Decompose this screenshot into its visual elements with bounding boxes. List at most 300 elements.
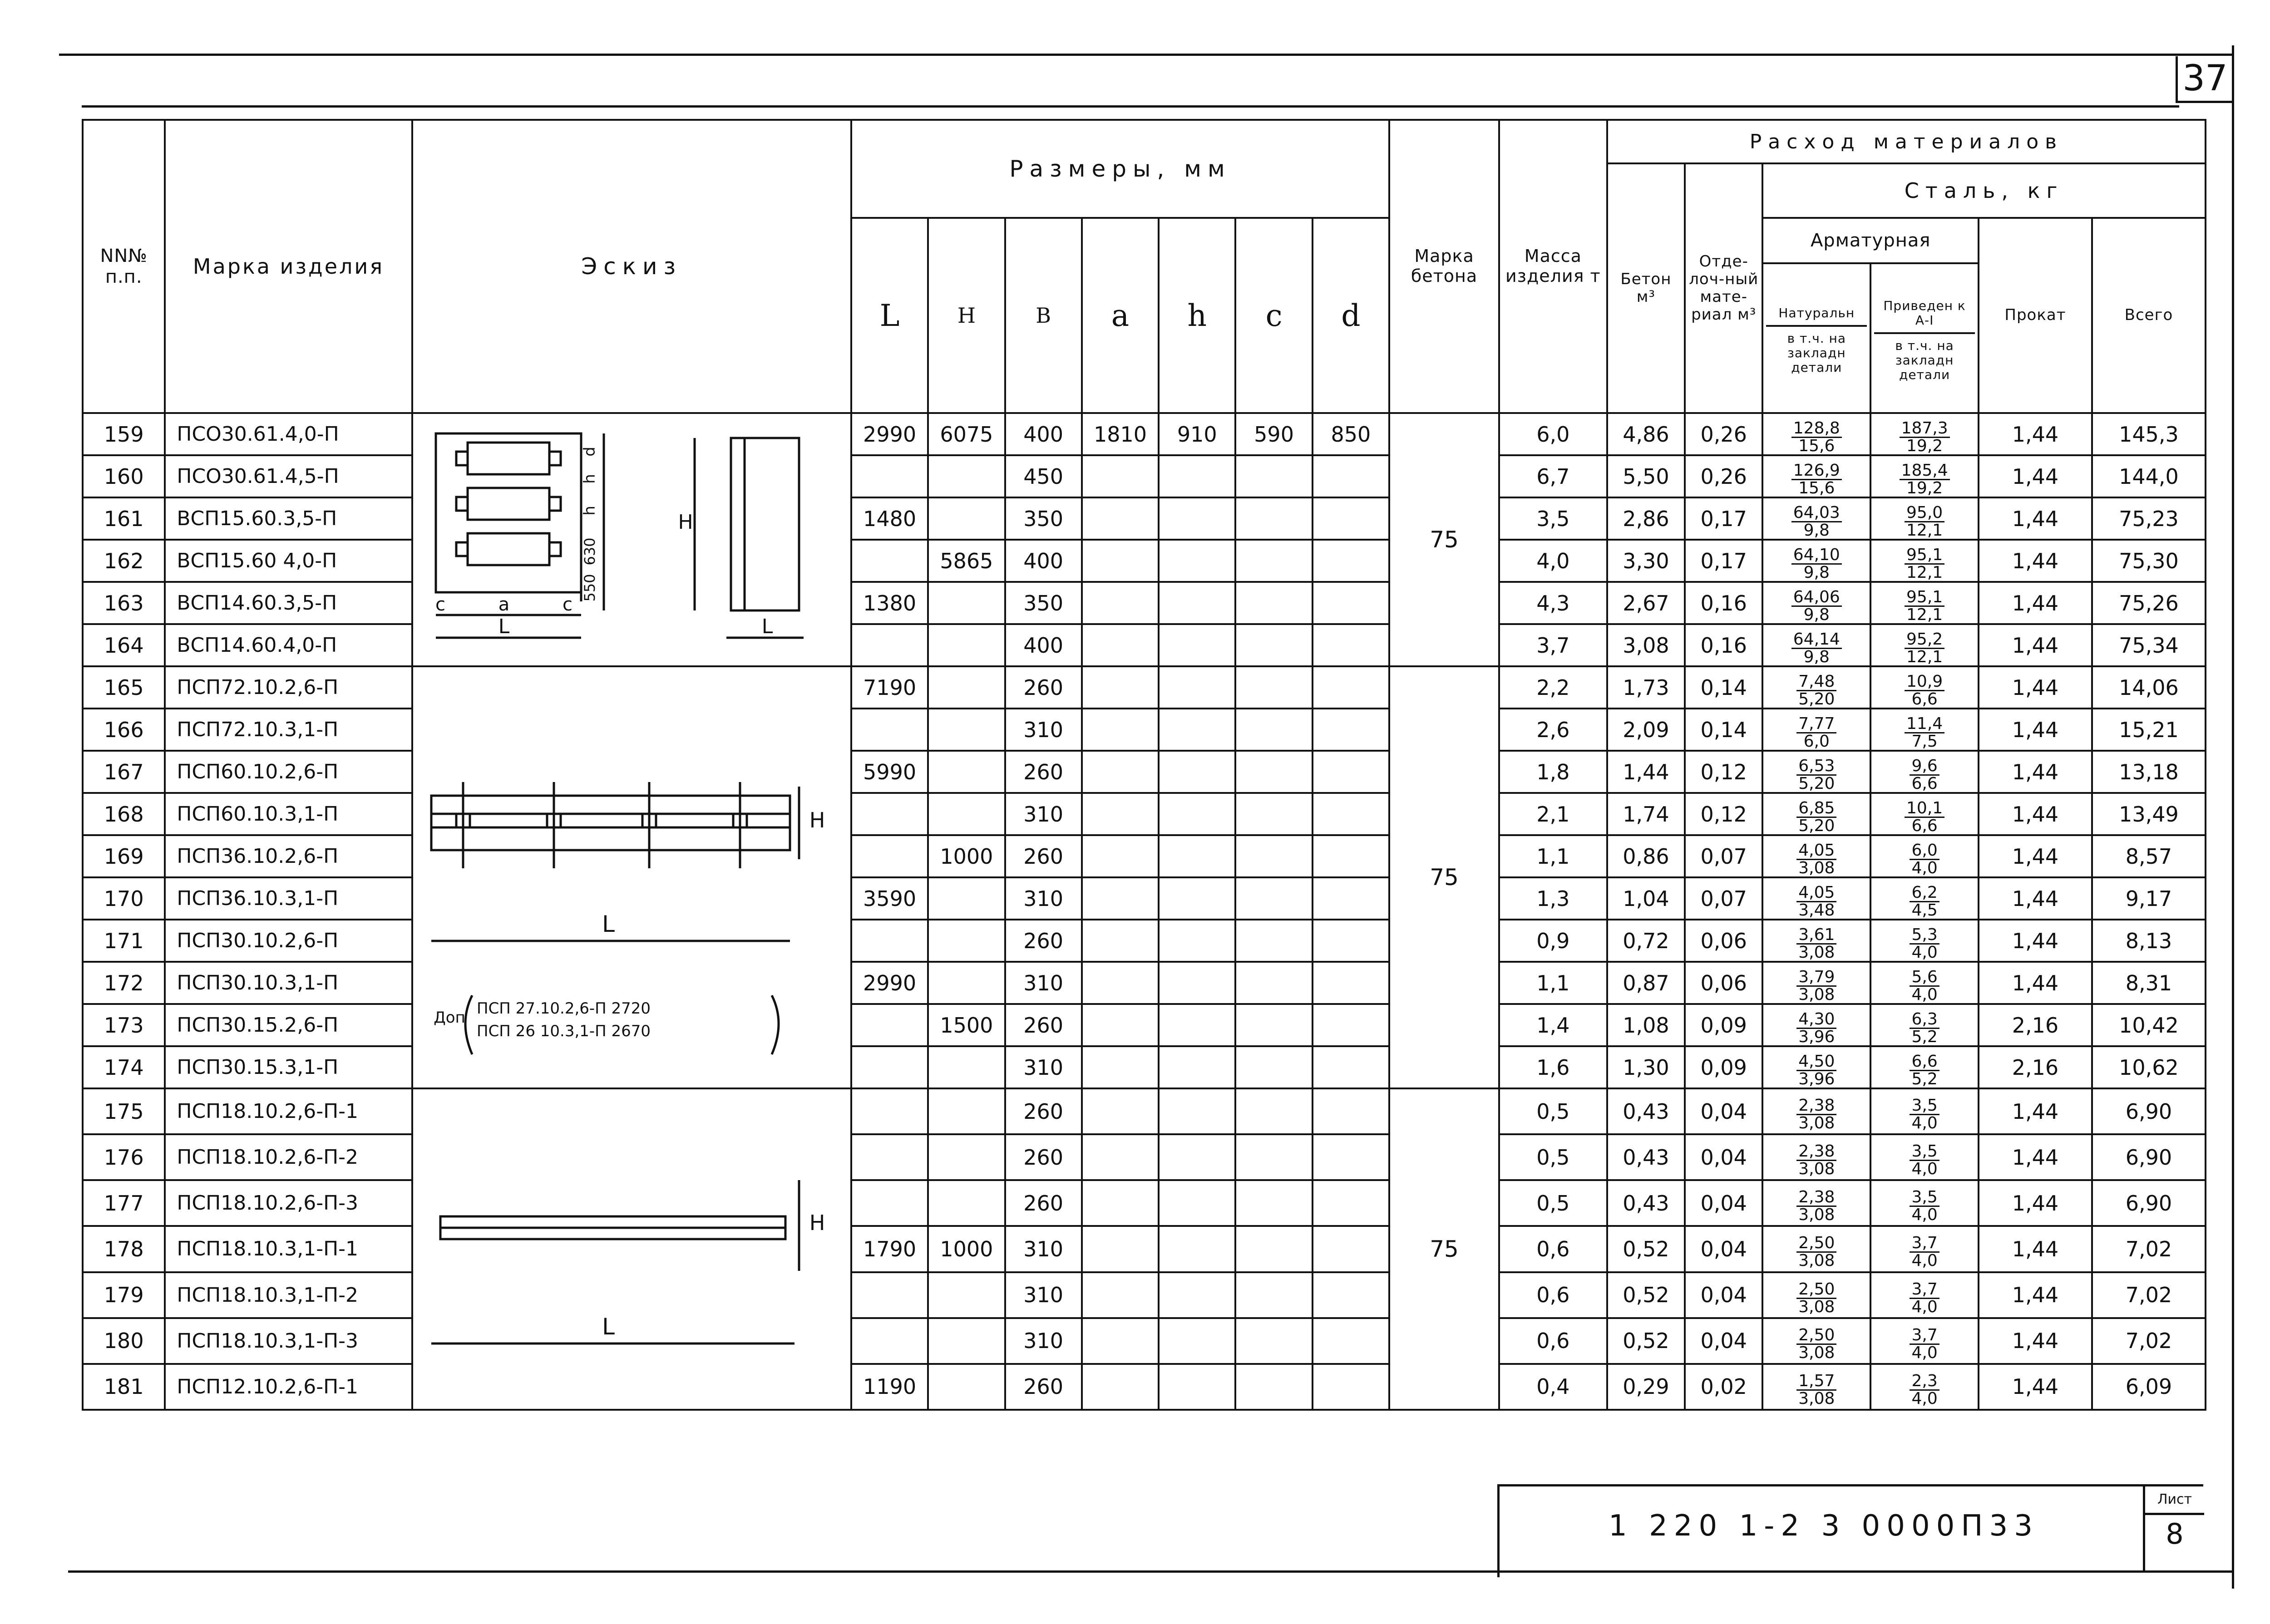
fraction <box>1900 420 1950 454</box>
finishing-volume: 0,09 <box>1685 1046 1762 1088</box>
finishing-volume: 0,04 <box>1685 1088 1762 1134</box>
size-h <box>1159 1272 1235 1318</box>
size-c <box>1235 582 1312 624</box>
fraction-embedded: 3,08 <box>1798 859 1835 877</box>
rebar-reduced <box>1870 666 1979 709</box>
header-L: L <box>851 218 928 413</box>
table-row <box>83 1088 2206 1134</box>
size-B: 310 <box>1005 877 1082 920</box>
size-h <box>1159 835 1235 877</box>
fraction <box>1791 589 1842 623</box>
table-row <box>83 582 2206 624</box>
product-mark: ПСП18.10.3,1-П-3 <box>165 1318 412 1364</box>
fraction-embedded: 4,0 <box>1911 1251 1938 1270</box>
size-B: 310 <box>1005 1272 1082 1318</box>
size-L <box>851 540 928 582</box>
row-number: 163 <box>83 582 165 624</box>
product-mark: ПСП18.10.3,1-П-2 <box>165 1272 412 1318</box>
fraction-total: 3,7 <box>1910 1235 1939 1253</box>
rebar-reduced <box>1870 1004 1979 1046</box>
fraction <box>1796 800 1836 834</box>
rebar-natural <box>1762 624 1870 666</box>
fraction-total: 6,85 <box>1796 800 1836 818</box>
dim-h-label: h <box>580 506 599 516</box>
concrete-volume: 2,86 <box>1607 497 1685 540</box>
fraction-total: 64,06 <box>1791 589 1842 607</box>
size-H <box>928 666 1005 709</box>
product-mark: ПСП12.10.2,6-П-1 <box>165 1364 412 1410</box>
concrete-volume: 0,72 <box>1607 920 1685 962</box>
steel-total: 8,13 <box>2092 920 2206 962</box>
size-B: 260 <box>1005 920 1082 962</box>
size-H <box>928 1134 1005 1180</box>
fraction-embedded: 3,96 <box>1798 1070 1835 1088</box>
header-natural <box>1762 263 1870 413</box>
fraction-embedded: 4,0 <box>1911 1160 1938 1179</box>
mass-value: 0,6 <box>1499 1272 1607 1318</box>
size-a <box>1082 497 1159 540</box>
fraction-embedded: 9,8 <box>1803 521 1830 540</box>
finishing-volume: 0,12 <box>1685 793 1762 835</box>
sheet-box <box>2143 1486 2204 1573</box>
size-L <box>851 835 928 877</box>
mass-value: 0,4 <box>1499 1364 1607 1410</box>
size-a <box>1082 455 1159 497</box>
size-H: 5865 <box>928 540 1005 582</box>
size-B: 310 <box>1005 1046 1082 1088</box>
rebar-natural <box>1762 709 1870 751</box>
fraction-embedded: 4,0 <box>1911 859 1938 877</box>
size-L <box>851 793 928 835</box>
rebar-reduced <box>1870 1046 1979 1088</box>
side-view-outline <box>731 438 799 610</box>
fraction-total: 6,2 <box>1910 885 1939 902</box>
steel-total: 6,90 <box>2092 1134 2206 1180</box>
size-B: 350 <box>1005 582 1082 624</box>
note-bracket-right <box>772 995 779 1054</box>
fraction <box>1796 758 1836 792</box>
dim-d-label: d <box>580 447 599 457</box>
concrete-volume: 1,44 <box>1607 751 1685 793</box>
size-d <box>1313 793 1389 835</box>
size-c <box>1235 666 1312 709</box>
size-c <box>1235 793 1312 835</box>
row-number: 161 <box>83 497 165 540</box>
size-H <box>928 751 1005 793</box>
mass-value: 1,3 <box>1499 877 1607 920</box>
size-L <box>851 1004 928 1046</box>
rebar-reduced <box>1870 582 1979 624</box>
fraction-total: 2,50 <box>1796 1235 1836 1253</box>
size-L <box>851 1046 928 1088</box>
fraction-total: 3,7 <box>1910 1281 1939 1299</box>
size-H <box>928 497 1005 540</box>
fraction <box>1910 758 1939 792</box>
size-h <box>1159 1318 1235 1364</box>
rebar-reduced <box>1870 1318 1979 1364</box>
mass-value: 2,2 <box>1499 666 1607 709</box>
size-h <box>1159 709 1235 751</box>
size-a <box>1082 1226 1159 1272</box>
fraction-embedded: 7,5 <box>1911 732 1938 751</box>
fraction <box>1905 800 1944 834</box>
rebar-natural <box>1762 1046 1870 1088</box>
size-L: 1790 <box>851 1226 928 1272</box>
rebar-reduced <box>1870 1272 1979 1318</box>
row-number: 175 <box>83 1088 165 1134</box>
size-B: 450 <box>1005 455 1082 497</box>
fraction-embedded: 12,1 <box>1906 648 1943 666</box>
dim-c-label: c <box>562 594 572 615</box>
rebar-natural <box>1762 1088 1870 1134</box>
size-H <box>928 1318 1005 1364</box>
size-H <box>928 1364 1005 1410</box>
table-row <box>83 666 2206 709</box>
size-L <box>851 1272 928 1318</box>
rolled-steel: 1,44 <box>1979 413 2092 455</box>
fraction <box>1900 463 1950 497</box>
fraction-embedded: 5,2 <box>1911 1028 1938 1046</box>
product-mark: ПСП30.15.2,6-П <box>165 1004 412 1046</box>
fraction <box>1910 1327 1939 1361</box>
rebar-reduced <box>1870 962 1979 1004</box>
document-code: 1 220 1-2 3 0000П33 <box>1609 1509 2039 1543</box>
dim-L-side-label: L <box>761 615 773 638</box>
rolled-steel: 1,44 <box>1979 709 2092 751</box>
fraction <box>1791 631 1842 665</box>
mass-value: 1,4 <box>1499 1004 1607 1046</box>
fraction-total: 11,4 <box>1905 716 1944 733</box>
mass-value: 1,1 <box>1499 835 1607 877</box>
fraction-total: 6,3 <box>1910 1011 1939 1029</box>
mass-value: 3,5 <box>1499 497 1607 540</box>
mass-value: 4,0 <box>1499 540 1607 582</box>
fraction <box>1791 420 1842 454</box>
table-row <box>83 962 2206 1004</box>
rebar-natural <box>1762 1318 1870 1364</box>
rolled-steel: 1,44 <box>1979 835 2092 877</box>
materials-spec-table <box>82 119 2206 1411</box>
note-bracket-left <box>465 995 472 1054</box>
size-L: 1480 <box>851 497 928 540</box>
finishing-volume: 0,26 <box>1685 413 1762 455</box>
size-d <box>1313 540 1389 582</box>
header-incl-reduced: в т.ч. на закладн детали <box>1895 338 1954 383</box>
fraction-total: 6,0 <box>1910 842 1939 860</box>
steel-total: 9,17 <box>2092 877 2206 920</box>
note-line-2: ПСП 26 10.3,1-П 2670 <box>476 1022 651 1040</box>
fraction-embedded: 9,8 <box>1803 648 1830 666</box>
sketch-cell <box>412 666 851 1088</box>
steel-total: 144,0 <box>2092 455 2206 497</box>
header-natural-label: Натуральн <box>1766 301 1867 327</box>
finishing-volume: 0,06 <box>1685 920 1762 962</box>
fraction <box>1796 842 1836 876</box>
rebar-natural <box>1762 666 1870 709</box>
finishing-volume: 0,16 <box>1685 624 1762 666</box>
panel-outline <box>436 433 581 592</box>
product-mark: ПСП36.10.3,1-П <box>165 877 412 920</box>
rolled-steel: 2,16 <box>1979 1046 2092 1088</box>
beam-outline <box>431 796 790 850</box>
sketch-panel-drawing <box>413 420 849 659</box>
size-L: 5990 <box>851 751 928 793</box>
fraction-total: 3,5 <box>1910 1097 1939 1115</box>
row-number: 172 <box>83 962 165 1004</box>
size-c <box>1235 1226 1312 1272</box>
fraction <box>1905 631 1944 665</box>
size-c <box>1235 497 1312 540</box>
size-c <box>1235 1088 1312 1134</box>
mass-value: 2,1 <box>1499 793 1607 835</box>
size-d <box>1313 1134 1389 1180</box>
fraction-total: 3,5 <box>1910 1189 1939 1207</box>
fraction-embedded: 4,0 <box>1911 1206 1938 1225</box>
fraction <box>1910 1011 1939 1045</box>
concrete-volume: 0,52 <box>1607 1226 1685 1272</box>
rebar-reduced <box>1870 540 1979 582</box>
finishing-volume: 0,16 <box>1685 582 1762 624</box>
fraction <box>1796 927 1836 961</box>
rebar-natural <box>1762 497 1870 540</box>
fraction <box>1796 674 1836 708</box>
rolled-steel: 1,44 <box>1979 666 2092 709</box>
table-body <box>83 413 2206 1410</box>
note-line-1: ПСП 27.10.2,6-П 2720 <box>476 999 651 1018</box>
fraction-embedded: 3,08 <box>1798 985 1835 1004</box>
rebar-reduced <box>1870 877 1979 920</box>
rebar-reduced <box>1870 1364 1979 1410</box>
size-a <box>1082 1318 1159 1364</box>
size-H <box>928 582 1005 624</box>
size-L <box>851 920 928 962</box>
fraction <box>1905 547 1944 581</box>
mass-value: 2,6 <box>1499 709 1607 751</box>
steel-total: 8,57 <box>2092 835 2206 877</box>
size-H <box>928 920 1005 962</box>
fraction <box>1910 969 1939 1003</box>
size-d <box>1313 666 1389 709</box>
finishing-volume: 0,04 <box>1685 1318 1762 1364</box>
fraction <box>1910 842 1939 876</box>
rolled-steel: 1,44 <box>1979 1364 2092 1410</box>
fraction-embedded: 5,20 <box>1798 690 1835 709</box>
product-mark: ПСП18.10.2,6-П-3 <box>165 1180 412 1226</box>
product-mark: ВСП14.60.3,5-П <box>165 582 412 624</box>
size-B: 310 <box>1005 1226 1082 1272</box>
header-rebar: Арматурная <box>1762 218 1979 263</box>
table-row <box>83 877 2206 920</box>
fraction <box>1796 1235 1836 1269</box>
size-c <box>1235 709 1312 751</box>
size-H <box>928 455 1005 497</box>
size-B: 310 <box>1005 793 1082 835</box>
finishing-volume: 0,14 <box>1685 709 1762 751</box>
table-row <box>83 835 2206 877</box>
size-d <box>1313 835 1389 877</box>
steel-total: 10,62 <box>2092 1046 2206 1088</box>
row-number: 178 <box>83 1226 165 1272</box>
row-number: 173 <box>83 1004 165 1046</box>
size-c <box>1235 962 1312 1004</box>
size-a: 1810 <box>1082 413 1159 455</box>
rebar-reduced <box>1870 455 1979 497</box>
rebar-reduced <box>1870 1180 1979 1226</box>
size-h <box>1159 624 1235 666</box>
size-d <box>1313 1046 1389 1088</box>
header-reduced <box>1870 263 1979 413</box>
table-row <box>83 793 2206 835</box>
size-d <box>1313 920 1389 962</box>
rolled-steel: 1,44 <box>1979 1318 2092 1364</box>
size-h <box>1159 920 1235 962</box>
rebar-reduced <box>1870 1088 1979 1134</box>
fraction-total: 4,30 <box>1796 1011 1836 1029</box>
header-reduced-label: Приведен к А-I <box>1874 294 1975 334</box>
fraction-total: 2,38 <box>1796 1143 1836 1161</box>
table-row <box>83 1272 2206 1318</box>
size-h <box>1159 540 1235 582</box>
size-a <box>1082 793 1159 835</box>
rebar-natural <box>1762 582 1870 624</box>
concrete-volume: 1,73 <box>1607 666 1685 709</box>
sheet-label: Лист <box>2145 1486 2204 1515</box>
fraction-total: 126,9 <box>1791 463 1842 480</box>
size-B: 310 <box>1005 962 1082 1004</box>
concrete-volume: 1,30 <box>1607 1046 1685 1088</box>
concrete-volume: 4,86 <box>1607 413 1685 455</box>
fraction <box>1910 1053 1939 1088</box>
size-B: 400 <box>1005 624 1082 666</box>
finishing-volume: 0,17 <box>1685 540 1762 582</box>
size-h <box>1159 751 1235 793</box>
fraction <box>1910 1373 1939 1407</box>
product-mark: ПСП60.10.2,6-П <box>165 751 412 793</box>
size-h <box>1159 1088 1235 1134</box>
header-mass: Масса изделия т <box>1499 120 1607 413</box>
size-a <box>1082 920 1159 962</box>
fraction-embedded: 3,48 <box>1798 901 1835 920</box>
header-concrete-m3: Бетон м³ <box>1607 163 1685 413</box>
size-h <box>1159 1004 1235 1046</box>
fraction <box>1910 885 1939 919</box>
fraction <box>1905 589 1944 623</box>
fraction-total: 5,6 <box>1910 969 1939 987</box>
size-L <box>851 1088 928 1134</box>
fraction-embedded: 4,0 <box>1911 1343 1938 1362</box>
fraction-total: 64,10 <box>1791 547 1842 565</box>
size-h <box>1159 455 1235 497</box>
size-a <box>1082 877 1159 920</box>
window-frame-tab <box>549 452 561 465</box>
size-d <box>1313 1318 1389 1364</box>
concrete-volume: 5,50 <box>1607 455 1685 497</box>
concrete-grade: 75 <box>1389 1088 1499 1410</box>
size-L <box>851 624 928 666</box>
table-row <box>83 920 2206 962</box>
size-H <box>928 877 1005 920</box>
fraction <box>1796 1097 1836 1132</box>
steel-total: 13,18 <box>2092 751 2206 793</box>
fraction-embedded: 3,08 <box>1798 1114 1835 1133</box>
fraction <box>1791 547 1842 581</box>
dim-a-label: a <box>498 594 509 615</box>
mass-value: 0,5 <box>1499 1088 1607 1134</box>
header-materials: Расход материалов <box>1607 120 2206 163</box>
fraction <box>1796 1189 1836 1223</box>
fraction-embedded: 15,6 <box>1798 479 1835 497</box>
concrete-volume: 3,08 <box>1607 624 1685 666</box>
mass-value: 0,5 <box>1499 1180 1607 1226</box>
row-number: 164 <box>83 624 165 666</box>
size-c <box>1235 1134 1312 1180</box>
size-H <box>928 1272 1005 1318</box>
fraction-embedded: 3,08 <box>1798 1343 1835 1362</box>
fraction-embedded: 9,8 <box>1803 605 1830 624</box>
fraction-total: 2,38 <box>1796 1097 1836 1115</box>
size-d <box>1313 1226 1389 1272</box>
size-c <box>1235 835 1312 877</box>
steel-total: 75,26 <box>2092 582 2206 624</box>
fraction <box>1796 1053 1836 1088</box>
product-mark: ПСП60.10.3,1-П <box>165 793 412 835</box>
fraction-embedded: 6,6 <box>1911 690 1938 709</box>
steel-total: 145,3 <box>2092 413 2206 455</box>
rolled-steel: 1,44 <box>1979 540 2092 582</box>
header-sketch: Эскиз <box>412 120 851 413</box>
fraction <box>1796 716 1836 750</box>
table-row <box>83 1226 2206 1272</box>
size-c <box>1235 624 1312 666</box>
product-mark: ПСП72.10.2,6-П <box>165 666 412 709</box>
size-h <box>1159 877 1235 920</box>
steel-total: 7,02 <box>2092 1272 2206 1318</box>
row-number: 169 <box>83 835 165 877</box>
fraction <box>1796 885 1836 919</box>
concrete-grade: 75 <box>1389 666 1499 1088</box>
concrete-volume: 0,86 <box>1607 835 1685 877</box>
window-frame-tab <box>456 452 468 465</box>
concrete-volume: 0,87 <box>1607 962 1685 1004</box>
size-c <box>1235 751 1312 793</box>
size-H: 6075 <box>928 413 1005 455</box>
rebar-reduced <box>1870 793 1979 835</box>
fraction-total: 3,79 <box>1796 969 1836 987</box>
finishing-volume: 0,04 <box>1685 1134 1762 1180</box>
fraction-total: 10,1 <box>1905 800 1944 818</box>
size-a <box>1082 1088 1159 1134</box>
rolled-steel: 1,44 <box>1979 624 2092 666</box>
fraction-total: 1,57 <box>1796 1373 1836 1391</box>
header-d: d <box>1313 218 1389 413</box>
fraction-total: 187,3 <box>1900 420 1950 438</box>
size-H: 1000 <box>928 1226 1005 1272</box>
size-a <box>1082 835 1159 877</box>
size-h <box>1159 582 1235 624</box>
fraction-embedded: 12,1 <box>1906 605 1943 624</box>
size-B: 400 <box>1005 413 1082 455</box>
fraction-embedded: 6,6 <box>1911 817 1938 835</box>
rebar-reduced <box>1870 413 1979 455</box>
fraction-embedded: 3,96 <box>1798 1028 1835 1046</box>
size-L: 1380 <box>851 582 928 624</box>
rebar-natural <box>1762 793 1870 835</box>
size-c <box>1235 877 1312 920</box>
fraction-total: 2,38 <box>1796 1189 1836 1207</box>
size-L: 3590 <box>851 877 928 920</box>
header-h: h <box>1159 218 1235 413</box>
fraction-embedded: 3,08 <box>1798 1251 1835 1270</box>
